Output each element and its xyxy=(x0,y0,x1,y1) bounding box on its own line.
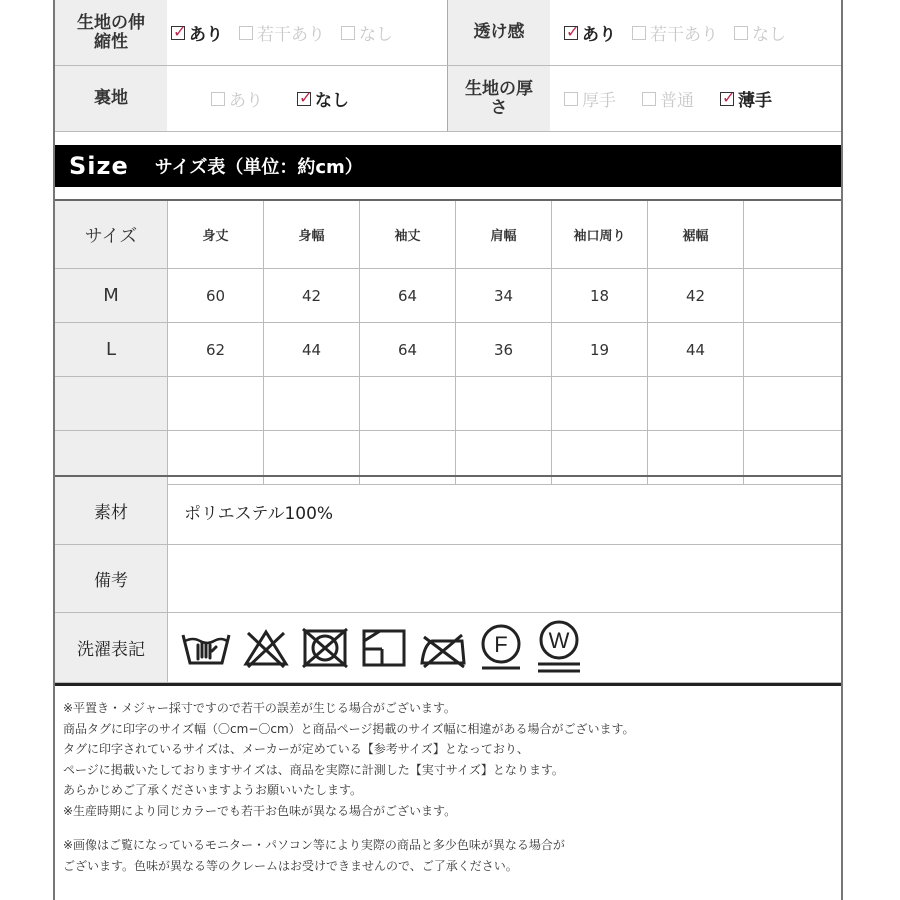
size-table-cell xyxy=(648,377,744,430)
size-table-cell xyxy=(744,377,841,430)
washing-icons xyxy=(168,613,841,682)
material-value: ポリエステル100% xyxy=(184,504,334,524)
checkbox-icon[interactable] xyxy=(171,21,187,41)
stretch-option-2[interactable] xyxy=(341,20,393,45)
size-table-cell xyxy=(360,377,456,430)
thickness-label-text: 生地の厚さ xyxy=(465,78,533,118)
stretch-options xyxy=(167,0,447,65)
thickness-options xyxy=(550,66,841,131)
size-table-row xyxy=(55,269,841,323)
size-table-row xyxy=(55,377,841,431)
size-table-cell xyxy=(264,377,360,430)
stretch-label-text: 生地の伸縮性 xyxy=(77,12,145,52)
checkbox-icon[interactable] xyxy=(642,92,656,106)
lining-options xyxy=(167,66,447,131)
washing-row xyxy=(55,613,841,683)
stretch-option-1[interactable] xyxy=(239,20,325,45)
transparency-option-2[interactable] xyxy=(734,20,786,45)
wet-clean-letter: W xyxy=(548,627,570,653)
lining-option-0[interactable] xyxy=(211,86,263,111)
size-table-cell: 19 xyxy=(552,323,648,376)
thickness-label xyxy=(448,66,550,131)
lining-option-1[interactable] xyxy=(297,86,349,111)
size-title: Size xyxy=(69,152,129,180)
note-line: 商品タグに印字のサイズ幅（〇cm−〇cm）と商品ページ掲載のサイズ幅に相違がある場合がございます。 xyxy=(63,721,635,736)
notes-spacer xyxy=(63,821,833,835)
lining-label: 裏地 xyxy=(55,66,167,131)
dry-clean-f-icon xyxy=(478,623,524,673)
checkbox-icon[interactable] xyxy=(564,21,580,41)
checkbox-icon[interactable] xyxy=(297,87,313,107)
thickness-option-1[interactable] xyxy=(642,86,694,111)
size-column-header: 肩幅 xyxy=(456,201,552,268)
stretch-option-0[interactable] xyxy=(171,20,223,45)
no-bleach-icon xyxy=(242,627,290,669)
size-table-header-row xyxy=(55,201,841,269)
stretch-option-2-label: なし xyxy=(359,25,393,45)
size-row-label xyxy=(55,377,168,430)
transparency-option-0[interactable] xyxy=(564,20,616,45)
size-table-cell: 42 xyxy=(648,269,744,322)
fabric-attributes-table xyxy=(55,0,841,132)
size-column-header: 袖丈 xyxy=(360,201,456,268)
transparency-option-1-label: 若干あり xyxy=(650,25,718,45)
wet-clean-w-icon xyxy=(534,619,584,677)
no-tumble-dry-icon xyxy=(300,627,350,669)
size-table-corner: サイズ xyxy=(55,201,168,268)
size-column-header: 身丈 xyxy=(168,201,264,268)
size-table-cell: 64 xyxy=(360,323,456,376)
transparency-option-2-label: なし xyxy=(752,25,786,45)
note-line: ございます。色味が異なる等のクレームはお受けできませんので、ご了承ください。 xyxy=(63,858,518,873)
checkbox-icon[interactable] xyxy=(239,26,253,40)
note-line: あらかじめご了承くださいますようお願いいたします。 xyxy=(63,783,363,797)
size-table-cell xyxy=(744,269,841,322)
checkbox-icon[interactable] xyxy=(632,26,646,40)
size-column-header: 袖口周り xyxy=(552,201,648,268)
material-label: 素材 xyxy=(55,477,168,544)
note-line: ※平置き・メジャー採寸ですので若干の誤差が生じる場合がございます。 xyxy=(63,701,456,715)
checkbox-icon[interactable] xyxy=(720,87,736,107)
thickness-option-2[interactable] xyxy=(720,86,772,111)
checkbox-icon[interactable] xyxy=(211,92,225,106)
remarks-value xyxy=(168,545,841,612)
stretch-option-0-label: あり xyxy=(189,25,223,45)
checkbox-icon[interactable] xyxy=(341,26,355,40)
note-line: ※生産時期により同じカラーでも若干お色味が異なる場合がございます。 xyxy=(63,803,457,818)
transparency-option-1[interactable] xyxy=(632,20,718,45)
size-table xyxy=(55,199,841,485)
size-table-cell xyxy=(168,377,264,430)
attributes-row-1 xyxy=(55,0,841,66)
lining-option-1-label: なし xyxy=(315,91,349,111)
size-row-label: L xyxy=(55,323,168,376)
stretch-option-1-label: 若干あり xyxy=(257,25,325,45)
size-table-cell: 44 xyxy=(264,323,360,376)
checkmark-icon: ✓ xyxy=(173,21,187,41)
checkbox-icon[interactable] xyxy=(734,26,748,40)
checkmark-icon: ✓ xyxy=(566,21,580,41)
size-column-header: 身幅 xyxy=(264,201,360,268)
line-dry-shade-icon xyxy=(360,627,408,669)
size-table-cell: 64 xyxy=(360,269,456,322)
checkbox-icon[interactable] xyxy=(564,92,578,106)
size-subtitle: サイズ表（単位：約cm） xyxy=(154,157,363,178)
size-column-header xyxy=(744,201,841,268)
size-table-cell: 44 xyxy=(648,323,744,376)
note-line: ※画像はご覧になっているモニター・パソコン等により実際の商品と多少色味が異なる場合が xyxy=(63,838,565,852)
material-row xyxy=(55,477,841,545)
no-iron-icon xyxy=(418,627,468,669)
remarks-label: 備考 xyxy=(55,545,168,612)
lining-option-0-label: あり xyxy=(229,91,263,111)
stretch-label xyxy=(55,0,167,65)
notes-section xyxy=(55,683,841,876)
size-header-bar xyxy=(55,145,841,187)
size-table-cell xyxy=(744,323,841,376)
hand-wash-icon xyxy=(180,627,232,669)
checkmark-icon: ✓ xyxy=(299,87,313,107)
size-table-cell: 36 xyxy=(456,323,552,376)
size-row-label: M xyxy=(55,269,168,322)
note-line: タグに印字されているサイズは、メーカーが定めている【参考サイズ】となっており、 xyxy=(63,742,529,756)
size-table-cell xyxy=(456,377,552,430)
thickness-option-0-label: 厚手 xyxy=(582,91,616,111)
size-table-cell: 18 xyxy=(552,269,648,322)
size-table-cell: 60 xyxy=(168,269,264,322)
frame-border-right xyxy=(841,0,843,900)
thickness-option-2-label: 薄手 xyxy=(738,91,772,111)
size-table-cell: 34 xyxy=(456,269,552,322)
washing-label: 洗濯表記 xyxy=(55,613,168,682)
material-table xyxy=(55,475,841,683)
attributes-row-2 xyxy=(55,66,841,132)
note-line: ページに掲載いたしておりますサイズは、商品を実際に計測した【実寸サイズ】となります。 xyxy=(63,762,564,777)
transparency-label: 透け感 xyxy=(448,0,550,65)
size-table-cell: 62 xyxy=(168,323,264,376)
transparency-option-0-label: あり xyxy=(582,25,616,45)
dry-clean-letter: F xyxy=(494,631,508,657)
size-table-cell xyxy=(552,377,648,430)
thickness-option-1-label: 普通 xyxy=(660,91,694,111)
size-table-cell: 42 xyxy=(264,269,360,322)
remarks-row xyxy=(55,545,841,613)
size-column-header: 裾幅 xyxy=(648,201,744,268)
size-table-row xyxy=(55,323,841,377)
thickness-option-0[interactable] xyxy=(564,86,616,111)
checkmark-icon: ✓ xyxy=(722,87,736,107)
transparency-options xyxy=(550,0,841,65)
